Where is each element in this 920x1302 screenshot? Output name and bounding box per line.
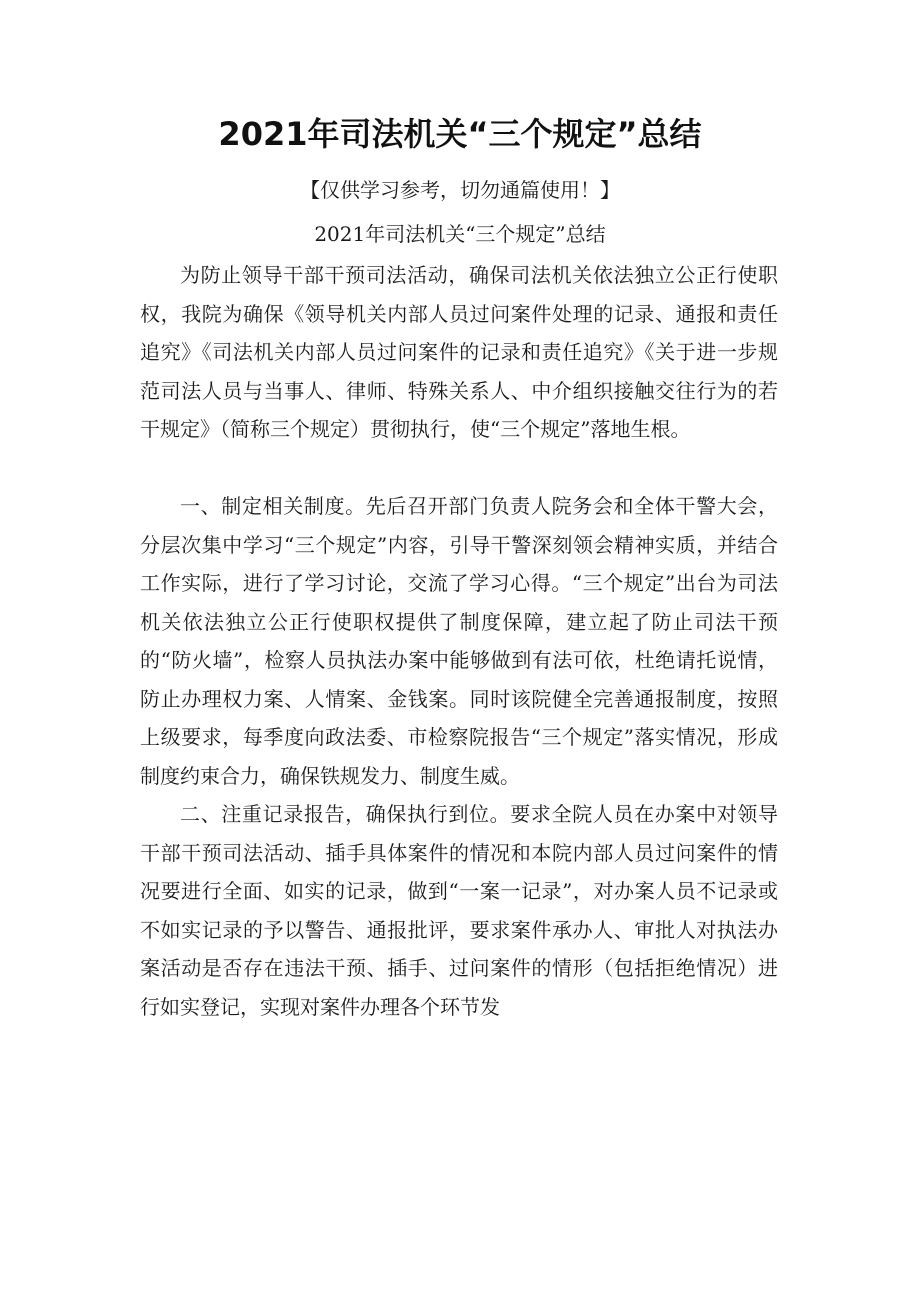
document-title: 2021年司法机关“三个规定”总结 [218,115,702,153]
paragraph-section-2: 二、注重记录报告，确保执行到位。要求全院人员在办案中对领导干部干预司法活动、插手具体案件的情况和本院内部人员过问案件的情况要进行全面、如实的记录，做到“一案一记录”，对办案人员不记录或不如实记录的予以警告、通报批评，要求案件承办人、审批人对执法办案活动是否存在违法干预、插手、过问案件的情形（包括拒绝情况）进行如实登记，实现对案件办理各个环节发 [140,802,778,1019]
document-subtitle: 2021年司法机关“三个规定”总结 [314,222,606,246]
usage-notice: 【仅供学习参考，切勿通篇使用！】 [300,178,620,202]
paragraph-intro: 为防止领导干部干预司法活动，确保司法机关依法独立公正行使职权，我院为确保《领导机关内部人员过问案件处理的记录、通报和责任追究》《司法机关内部人员过问案件的记录和责任追究》《关于进一步规范司法人员与当事人、律师、特殊关系人、中介组织接触交往行为的若干规定》（简称三个规定）贯彻执行，使“三个规定”落地生根。 [140,263,778,441]
document-body [140,256,778,1026]
paragraph-section-1: 一、制定相关制度。先后召开部门负责人院务会和全体干警大会，分层次集中学习“三个规定”内容，引导干警深刻领会精神实质，并结合工作实际，进行了学习讨论，交流了学习心得。“三个规定”出台为司法机关依法独立公正行使职权提供了制度保障，建立起了防止司法干预的“防火墙”，检察人员执法办案中能够做到有法可依，杜绝请托说情，防止办理权力案、人情案、金钱案。同时该院健全完善通报制度，按照上级要求，每季度向政法委、市检察院报告“三个规定”落实情况，形成制度约束合力，确保铁规发力、制度生威。 [140,494,778,788]
